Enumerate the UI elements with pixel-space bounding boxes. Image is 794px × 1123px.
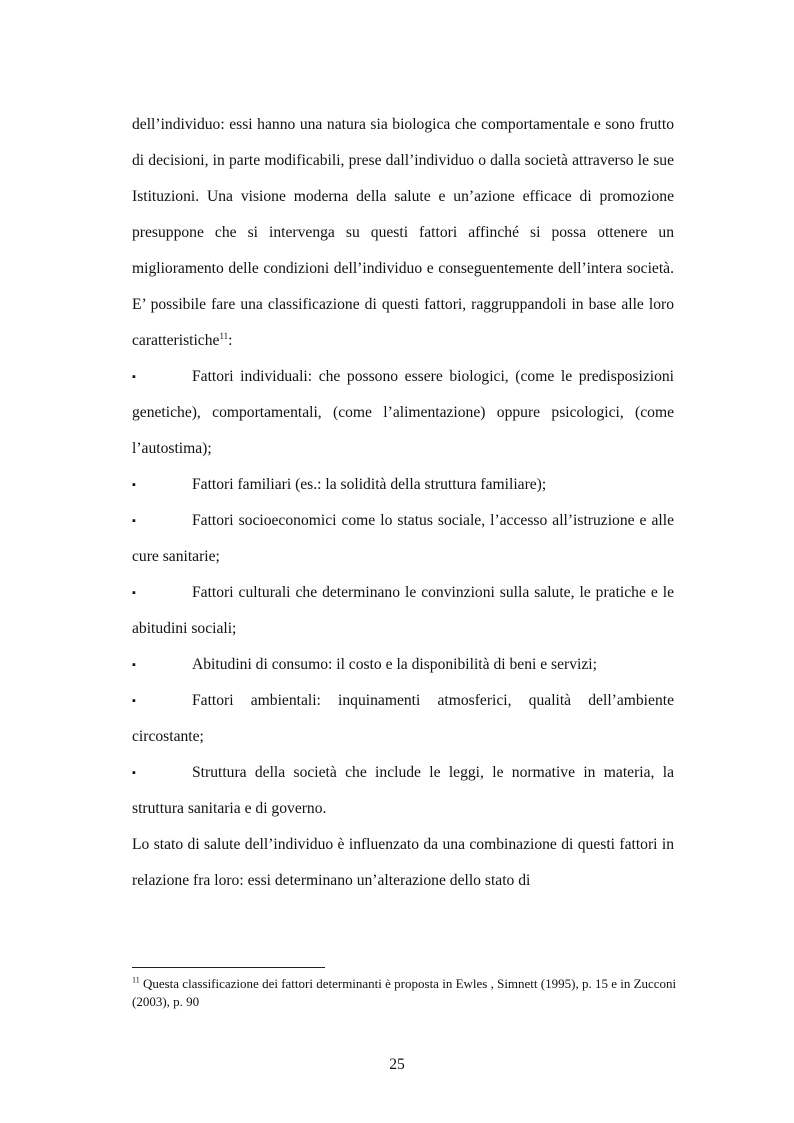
list-item: ▪ Fattori ambientali: inquinamenti atmosferici, qualità dell’ambiente circostante; xyxy=(132,683,674,755)
body-text xyxy=(132,107,674,899)
bullet-icon: ▪ xyxy=(132,479,136,491)
footnote-number: 11 xyxy=(132,975,140,985)
intro-paragraph: dell’individuo: essi hanno una natura sia biologica che comportamentale e sono frutto di decisioni, in parte modificabili, prese dall’individuo o dalla società attraverso le sue Istituzioni. Una visione moderna della salute e un’azione efficace di promozione presuppone che si intervenga su questi fattori affinché si possa ottenere un miglioramento delle condizioni dell’individuo e conseguentemente dell’intera società. E’ possibile fare una classificazione di questi fattori, raggruppandoli in base alle loro caratteristiche$^{11}$: xyxy=(132,116,674,349)
bullet-icon: ▪ xyxy=(132,371,136,383)
bullet-icon: ▪ xyxy=(132,767,136,779)
bullet-icon: ▪ xyxy=(132,695,136,707)
footnote-divider xyxy=(132,967,325,968)
list-item: ▪ Fattori familiari (es.: la solidità della struttura familiare); xyxy=(132,467,674,503)
list-item: ▪ Fattori individuali: che possono essere biologici, (come le predisposizioni genetiche), comportamentali, (come l’alimentazione) oppure psicologici, (come l’autostima); xyxy=(132,359,674,467)
footnote-text: Questa classificazione dei fattori determinanti è proposta in Ewles , Simnett (1995), p. 15 e in Zucconi (2003), p. 90 xyxy=(132,976,677,1009)
closing-paragraph: Lo stato di salute dell’individuo è influenzato da una combinazione di questi fattori in relazione fra loro: essi determinano un’alterazione dello stato di xyxy=(132,836,674,889)
bullet-icon: ▪ xyxy=(132,587,136,599)
bullet-icon: ▪ xyxy=(132,515,136,527)
page-number: 25 xyxy=(389,1056,405,1073)
list-item: ▪ Struttura della società che include le leggi, le normative in materia, la struttura sanitaria e di governo. xyxy=(132,755,674,827)
list-item: ▪ Abitudini di consumo: il costo e la disponibilità di beni e servizi; xyxy=(132,647,674,683)
list-item: ▪ Fattori culturali che determinano le convinzioni sulla salute, le pratiche e le abitudini sociali; xyxy=(132,575,674,647)
footnote xyxy=(132,975,687,1011)
footnote-reference[interactable]: 11 xyxy=(219,330,229,341)
list-item: ▪ Fattori socioeconomici come lo status sociale, l’accesso all’istruzione e alle cure sanitarie; xyxy=(132,503,674,575)
bullet-icon: ▪ xyxy=(132,659,136,671)
